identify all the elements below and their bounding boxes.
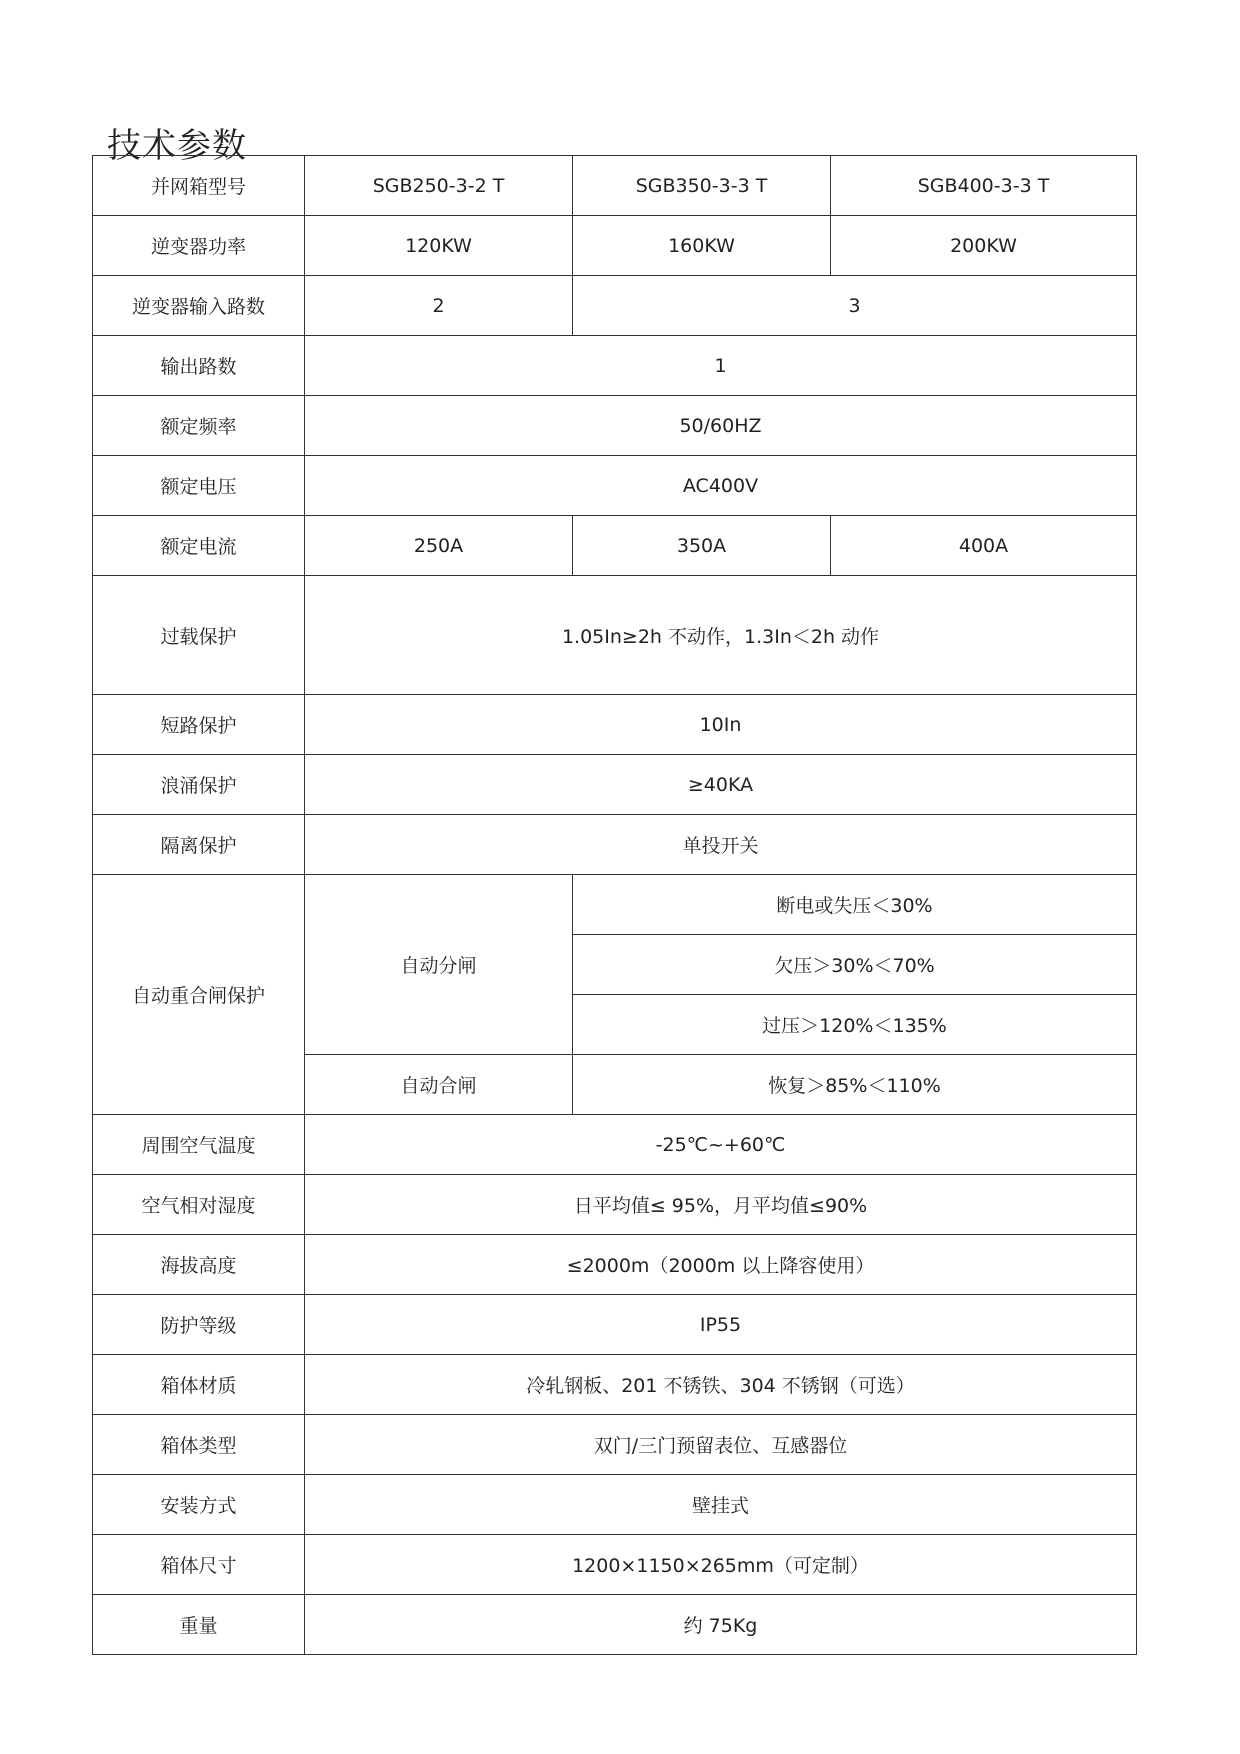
table-row-material xyxy=(93,1355,1137,1415)
value-cell: 过压＞120%＜135% xyxy=(573,995,1137,1055)
value-cell: IP55 xyxy=(305,1295,1137,1355)
row-label: 空气相对湿度 xyxy=(93,1175,305,1235)
value-cell: 200KW xyxy=(831,216,1137,276)
value-cell: 3 xyxy=(573,276,1137,336)
table-row-rated-voltage xyxy=(93,456,1137,516)
table-row-isolation xyxy=(93,815,1137,875)
value-cell: 50/60HZ xyxy=(305,396,1137,456)
row-label: 自动重合闸保护 xyxy=(93,875,305,1115)
value-cell: 冷轧钢板、201 不锈铁、304 不锈钢（可选） xyxy=(305,1355,1137,1415)
table-row-overload xyxy=(93,576,1137,695)
value-cell: 日平均值≤ 95%，月平均值≤90% xyxy=(305,1175,1137,1235)
row-label: 隔离保护 xyxy=(93,815,305,875)
value-cell: ≥40KA xyxy=(305,755,1137,815)
row-label: 输出路数 xyxy=(93,336,305,396)
row-label: 箱体尺寸 xyxy=(93,1535,305,1595)
value-cell: 双门/三门预留表位、互感器位 xyxy=(305,1415,1137,1475)
value-cell: 1.05In≥2h 不动作，1.3In＜2h 动作 xyxy=(305,576,1137,695)
page-title: 技术参数 xyxy=(107,125,247,166)
row-label: 箱体类型 xyxy=(93,1415,305,1475)
table-row-auto-reclose xyxy=(93,875,1137,935)
spec-table xyxy=(92,155,1137,1655)
value-cell: 250A xyxy=(305,516,573,576)
row-label: 并网箱型号 xyxy=(93,156,305,216)
value-cell: 400A xyxy=(831,516,1137,576)
value-cell: -25℃~+60℃ xyxy=(305,1115,1137,1175)
value-cell: ≤2000m（2000m 以上降容使用） xyxy=(305,1235,1137,1295)
model-cell: SGB400-3-3 T xyxy=(831,156,1137,216)
table-row-header xyxy=(93,156,1137,216)
row-label: 周围空气温度 xyxy=(93,1115,305,1175)
row-label: 逆变器输入路数 xyxy=(93,276,305,336)
table-row-ambient-temp xyxy=(93,1115,1137,1175)
model-cell: SGB350-3-3 T xyxy=(573,156,831,216)
value-cell: AC400V xyxy=(305,456,1137,516)
table-row-altitude xyxy=(93,1235,1137,1295)
table-row-weight xyxy=(93,1595,1137,1655)
row-label: 防护等级 xyxy=(93,1295,305,1355)
row-label: 额定电压 xyxy=(93,456,305,516)
table-row-rated-current xyxy=(93,516,1137,576)
table-row-inverter-power xyxy=(93,216,1137,276)
value-cell: 10In xyxy=(305,695,1137,755)
row-label: 过载保护 xyxy=(93,576,305,695)
value-cell: 约 75Kg xyxy=(305,1595,1137,1655)
row-label: 浪涌保护 xyxy=(93,755,305,815)
sub-label: 自动分闸 xyxy=(305,875,573,1055)
row-label: 额定频率 xyxy=(93,396,305,456)
value-cell: 断电或失压＜30% xyxy=(573,875,1137,935)
value-cell: 1200×1150×265mm（可定制） xyxy=(305,1535,1137,1595)
value-cell: 120KW xyxy=(305,216,573,276)
table-row-surge xyxy=(93,755,1137,815)
table-row-inverter-inputs xyxy=(93,276,1137,336)
model-cell: SGB250-3-2 T xyxy=(305,156,573,216)
sub-label: 自动合闸 xyxy=(305,1055,573,1115)
table-row-short-circuit xyxy=(93,695,1137,755)
value-cell: 恢复＞85%＜110% xyxy=(573,1055,1137,1115)
value-cell: 2 xyxy=(305,276,573,336)
row-label: 箱体材质 xyxy=(93,1355,305,1415)
table-row-dimensions xyxy=(93,1535,1137,1595)
table-row-output-paths xyxy=(93,336,1137,396)
value-cell: 欠压＞30%＜70% xyxy=(573,935,1137,995)
value-cell: 350A xyxy=(573,516,831,576)
table-row-enclosure-type xyxy=(93,1415,1137,1475)
table-row-protection-class xyxy=(93,1295,1137,1355)
table-row-rated-frequency xyxy=(93,396,1137,456)
table-row-humidity xyxy=(93,1175,1137,1235)
row-label: 海拔高度 xyxy=(93,1235,305,1295)
value-cell: 单投开关 xyxy=(305,815,1137,875)
row-label: 逆变器功率 xyxy=(93,216,305,276)
row-label: 安装方式 xyxy=(93,1475,305,1535)
value-cell: 1 xyxy=(305,336,1137,396)
row-label: 额定电流 xyxy=(93,516,305,576)
row-label: 短路保护 xyxy=(93,695,305,755)
row-label: 重量 xyxy=(93,1595,305,1655)
value-cell: 壁挂式 xyxy=(305,1475,1137,1535)
value-cell: 160KW xyxy=(573,216,831,276)
table-row-installation xyxy=(93,1475,1137,1535)
